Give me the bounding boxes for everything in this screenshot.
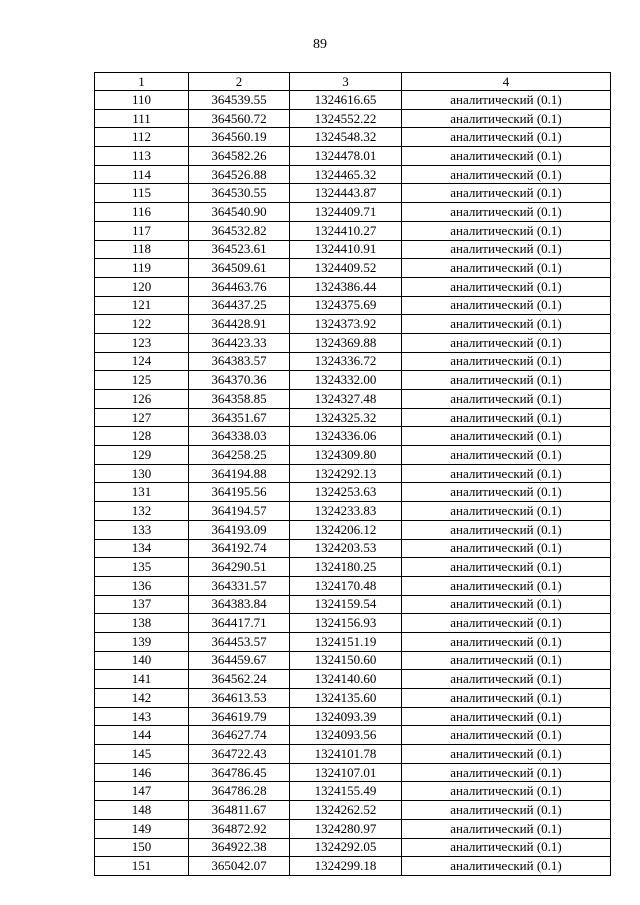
x-coordinate-cell: 364428.91 <box>189 315 290 334</box>
y-coordinate-cell: 1324159.54 <box>290 595 402 614</box>
method-cell: аналитический (0.1) <box>402 128 611 147</box>
header-cell-4: 4 <box>402 73 611 91</box>
x-coordinate-cell: 364453.57 <box>189 632 290 651</box>
table-row <box>95 147 611 166</box>
method-cell: аналитический (0.1) <box>402 221 611 240</box>
header-cell-1: 1 <box>95 73 189 91</box>
method-cell: аналитический (0.1) <box>402 259 611 278</box>
y-coordinate-cell: 1324309.80 <box>290 446 402 465</box>
point-number-cell: 120 <box>95 277 189 296</box>
x-coordinate-cell: 364530.55 <box>189 184 290 203</box>
point-number-cell: 147 <box>95 782 189 801</box>
table-row <box>95 857 611 876</box>
table-row <box>95 707 611 726</box>
point-number-cell: 122 <box>95 315 189 334</box>
method-cell: аналитический (0.1) <box>402 651 611 670</box>
method-cell: аналитический (0.1) <box>402 371 611 390</box>
y-coordinate-cell: 1324410.91 <box>290 240 402 259</box>
method-cell: аналитический (0.1) <box>402 446 611 465</box>
method-cell: аналитический (0.1) <box>402 408 611 427</box>
y-coordinate-cell: 1324140.60 <box>290 670 402 689</box>
y-coordinate-cell: 1324155.49 <box>290 782 402 801</box>
point-number-cell: 149 <box>95 819 189 838</box>
table-row <box>95 221 611 240</box>
y-coordinate-cell: 1324478.01 <box>290 147 402 166</box>
table-row <box>95 296 611 315</box>
point-number-cell: 145 <box>95 745 189 764</box>
method-cell: аналитический (0.1) <box>402 203 611 222</box>
point-number-cell: 117 <box>95 221 189 240</box>
y-coordinate-cell: 1324280.97 <box>290 819 402 838</box>
point-number-cell: 150 <box>95 838 189 857</box>
x-coordinate-cell: 364193.09 <box>189 520 290 539</box>
y-coordinate-cell: 1324156.93 <box>290 614 402 633</box>
x-coordinate-cell: 364562.24 <box>189 670 290 689</box>
table-row <box>95 427 611 446</box>
table-row <box>95 184 611 203</box>
table-row <box>95 763 611 782</box>
y-coordinate-cell: 1324336.06 <box>290 427 402 446</box>
table-row <box>95 91 611 110</box>
table-row <box>95 483 611 502</box>
y-coordinate-cell: 1324107.01 <box>290 763 402 782</box>
point-number-cell: 131 <box>95 483 189 502</box>
method-cell: аналитический (0.1) <box>402 632 611 651</box>
x-coordinate-cell: 364786.45 <box>189 763 290 782</box>
point-number-cell: 132 <box>95 502 189 521</box>
y-coordinate-cell: 1324409.71 <box>290 203 402 222</box>
method-cell: аналитический (0.1) <box>402 614 611 633</box>
y-coordinate-cell: 1324443.87 <box>290 184 402 203</box>
point-number-cell: 140 <box>95 651 189 670</box>
point-number-cell: 146 <box>95 763 189 782</box>
table-row <box>95 109 611 128</box>
method-cell: аналитический (0.1) <box>402 707 611 726</box>
method-cell: аналитический (0.1) <box>402 726 611 745</box>
x-coordinate-cell: 364922.38 <box>189 838 290 857</box>
method-cell: аналитический (0.1) <box>402 502 611 521</box>
method-cell: аналитический (0.1) <box>402 483 611 502</box>
x-coordinate-cell: 364811.67 <box>189 801 290 820</box>
table-row <box>95 689 611 708</box>
header-row <box>95 73 611 91</box>
method-cell: аналитический (0.1) <box>402 539 611 558</box>
x-coordinate-cell: 364786.28 <box>189 782 290 801</box>
table-row <box>95 576 611 595</box>
point-number-cell: 113 <box>95 147 189 166</box>
y-coordinate-cell: 1324327.48 <box>290 390 402 409</box>
x-coordinate-cell: 364523.61 <box>189 240 290 259</box>
x-coordinate-cell: 364459.67 <box>189 651 290 670</box>
method-cell: аналитический (0.1) <box>402 240 611 259</box>
method-cell: аналитический (0.1) <box>402 184 611 203</box>
x-coordinate-cell: 364532.82 <box>189 221 290 240</box>
x-coordinate-cell: 364331.57 <box>189 576 290 595</box>
y-coordinate-cell: 1324093.39 <box>290 707 402 726</box>
x-coordinate-cell: 364560.19 <box>189 128 290 147</box>
y-coordinate-cell: 1324299.18 <box>290 857 402 876</box>
y-coordinate-cell: 1324292.13 <box>290 464 402 483</box>
y-coordinate-cell: 1324135.60 <box>290 689 402 708</box>
point-number-cell: 112 <box>95 128 189 147</box>
method-cell: аналитический (0.1) <box>402 165 611 184</box>
point-number-cell: 141 <box>95 670 189 689</box>
point-number-cell: 119 <box>95 259 189 278</box>
x-coordinate-cell: 364540.90 <box>189 203 290 222</box>
y-coordinate-cell: 1324150.60 <box>290 651 402 670</box>
y-coordinate-cell: 1324465.32 <box>290 165 402 184</box>
method-cell: аналитический (0.1) <box>402 745 611 764</box>
x-coordinate-cell: 364194.88 <box>189 464 290 483</box>
y-coordinate-cell: 1324151.19 <box>290 632 402 651</box>
y-coordinate-cell: 1324616.65 <box>290 91 402 110</box>
table-header <box>95 73 611 91</box>
point-number-cell: 129 <box>95 446 189 465</box>
table-row <box>95 352 611 371</box>
x-coordinate-cell: 364290.51 <box>189 558 290 577</box>
point-number-cell: 130 <box>95 464 189 483</box>
method-cell: аналитический (0.1) <box>402 147 611 166</box>
y-coordinate-cell: 1324332.00 <box>290 371 402 390</box>
point-number-cell: 121 <box>95 296 189 315</box>
table-row <box>95 838 611 857</box>
y-coordinate-cell: 1324325.32 <box>290 408 402 427</box>
table-row <box>95 819 611 838</box>
point-number-cell: 144 <box>95 726 189 745</box>
y-coordinate-cell: 1324170.48 <box>290 576 402 595</box>
point-number-cell: 116 <box>95 203 189 222</box>
y-coordinate-cell: 1324206.12 <box>290 520 402 539</box>
x-coordinate-cell: 364619.79 <box>189 707 290 726</box>
y-coordinate-cell: 1324386.44 <box>290 277 402 296</box>
table-row <box>95 614 611 633</box>
y-coordinate-cell: 1324253.63 <box>290 483 402 502</box>
table-row <box>95 502 611 521</box>
method-cell: аналитический (0.1) <box>402 838 611 857</box>
point-number-cell: 111 <box>95 109 189 128</box>
x-coordinate-cell: 364370.36 <box>189 371 290 390</box>
x-coordinate-cell: 364383.84 <box>189 595 290 614</box>
table-row <box>95 259 611 278</box>
point-number-cell: 139 <box>95 632 189 651</box>
method-cell: аналитический (0.1) <box>402 670 611 689</box>
table-row <box>95 371 611 390</box>
method-cell: аналитический (0.1) <box>402 296 611 315</box>
y-coordinate-cell: 1324409.52 <box>290 259 402 278</box>
method-cell: аналитический (0.1) <box>402 558 611 577</box>
table-row <box>95 446 611 465</box>
table-row <box>95 782 611 801</box>
x-coordinate-cell: 364463.76 <box>189 277 290 296</box>
method-cell: аналитический (0.1) <box>402 763 611 782</box>
y-coordinate-cell: 1324292.05 <box>290 838 402 857</box>
x-coordinate-cell: 364582.26 <box>189 147 290 166</box>
point-number-cell: 125 <box>95 371 189 390</box>
table-row <box>95 539 611 558</box>
point-number-cell: 133 <box>95 520 189 539</box>
method-cell: аналитический (0.1) <box>402 689 611 708</box>
point-number-cell: 127 <box>95 408 189 427</box>
table-row <box>95 390 611 409</box>
table-row <box>95 801 611 820</box>
table-row <box>95 670 611 689</box>
y-coordinate-cell: 1324336.72 <box>290 352 402 371</box>
y-coordinate-cell: 1324369.88 <box>290 333 402 352</box>
header-cell-2: 2 <box>189 73 290 91</box>
method-cell: аналитический (0.1) <box>402 91 611 110</box>
table-row <box>95 726 611 745</box>
point-number-cell: 142 <box>95 689 189 708</box>
x-coordinate-cell: 364417.71 <box>189 614 290 633</box>
point-number-cell: 135 <box>95 558 189 577</box>
header-cell-3: 3 <box>290 73 402 91</box>
point-number-cell: 136 <box>95 576 189 595</box>
method-cell: аналитический (0.1) <box>402 315 611 334</box>
x-coordinate-cell: 364258.25 <box>189 446 290 465</box>
point-number-cell: 148 <box>95 801 189 820</box>
x-coordinate-cell: 365042.07 <box>189 857 290 876</box>
table-row <box>95 277 611 296</box>
table-row <box>95 315 611 334</box>
table-row <box>95 632 611 651</box>
x-coordinate-cell: 364351.67 <box>189 408 290 427</box>
method-cell: аналитический (0.1) <box>402 333 611 352</box>
table-row <box>95 651 611 670</box>
method-cell: аналитический (0.1) <box>402 595 611 614</box>
point-number-cell: 137 <box>95 595 189 614</box>
table-row <box>95 745 611 764</box>
x-coordinate-cell: 364194.57 <box>189 502 290 521</box>
y-coordinate-cell: 1324233.83 <box>290 502 402 521</box>
method-cell: аналитический (0.1) <box>402 427 611 446</box>
point-number-cell: 124 <box>95 352 189 371</box>
x-coordinate-cell: 364613.53 <box>189 689 290 708</box>
x-coordinate-cell: 364560.72 <box>189 109 290 128</box>
method-cell: аналитический (0.1) <box>402 390 611 409</box>
table-row <box>95 464 611 483</box>
method-cell: аналитический (0.1) <box>402 464 611 483</box>
x-coordinate-cell: 364627.74 <box>189 726 290 745</box>
point-number-cell: 114 <box>95 165 189 184</box>
table-body <box>95 91 611 876</box>
x-coordinate-cell: 364437.25 <box>189 296 290 315</box>
x-coordinate-cell: 364423.33 <box>189 333 290 352</box>
point-number-cell: 128 <box>95 427 189 446</box>
x-coordinate-cell: 364872.92 <box>189 819 290 838</box>
y-coordinate-cell: 1324262.52 <box>290 801 402 820</box>
point-number-cell: 138 <box>95 614 189 633</box>
point-number-cell: 143 <box>95 707 189 726</box>
method-cell: аналитический (0.1) <box>402 819 611 838</box>
point-number-cell: 118 <box>95 240 189 259</box>
x-coordinate-cell: 364338.03 <box>189 427 290 446</box>
method-cell: аналитический (0.1) <box>402 109 611 128</box>
method-cell: аналитический (0.1) <box>402 277 611 296</box>
y-coordinate-cell: 1324552.22 <box>290 109 402 128</box>
x-coordinate-cell: 364195.56 <box>189 483 290 502</box>
x-coordinate-cell: 364526.88 <box>189 165 290 184</box>
y-coordinate-cell: 1324373.92 <box>290 315 402 334</box>
method-cell: аналитический (0.1) <box>402 801 611 820</box>
point-number-cell: 134 <box>95 539 189 558</box>
table-row <box>95 558 611 577</box>
page-number: 89 <box>313 37 327 52</box>
x-coordinate-cell: 364192.74 <box>189 539 290 558</box>
y-coordinate-cell: 1324203.53 <box>290 539 402 558</box>
point-number-cell: 115 <box>95 184 189 203</box>
y-coordinate-cell: 1324548.32 <box>290 128 402 147</box>
method-cell: аналитический (0.1) <box>402 782 611 801</box>
x-coordinate-cell: 364722.43 <box>189 745 290 764</box>
method-cell: аналитический (0.1) <box>402 576 611 595</box>
x-coordinate-cell: 364358.85 <box>189 390 290 409</box>
table-row <box>95 165 611 184</box>
table-row <box>95 240 611 259</box>
table-row <box>95 520 611 539</box>
point-number-cell: 110 <box>95 91 189 110</box>
table-row <box>95 203 611 222</box>
point-number-cell: 126 <box>95 390 189 409</box>
x-coordinate-cell: 364383.57 <box>189 352 290 371</box>
y-coordinate-cell: 1324093.56 <box>290 726 402 745</box>
method-cell: аналитический (0.1) <box>402 520 611 539</box>
table-row <box>95 408 611 427</box>
point-number-cell: 123 <box>95 333 189 352</box>
y-coordinate-cell: 1324375.69 <box>290 296 402 315</box>
method-cell: аналитический (0.1) <box>402 352 611 371</box>
x-coordinate-cell: 364539.55 <box>189 91 290 110</box>
x-coordinate-cell: 364509.61 <box>189 259 290 278</box>
table-row <box>95 128 611 147</box>
y-coordinate-cell: 1324101.78 <box>290 745 402 764</box>
y-coordinate-cell: 1324180.25 <box>290 558 402 577</box>
point-number-cell: 151 <box>95 857 189 876</box>
table-row <box>95 595 611 614</box>
y-coordinate-cell: 1324410.27 <box>290 221 402 240</box>
table-row <box>95 333 611 352</box>
method-cell: аналитический (0.1) <box>402 857 611 876</box>
coordinates-table <box>94 72 611 876</box>
